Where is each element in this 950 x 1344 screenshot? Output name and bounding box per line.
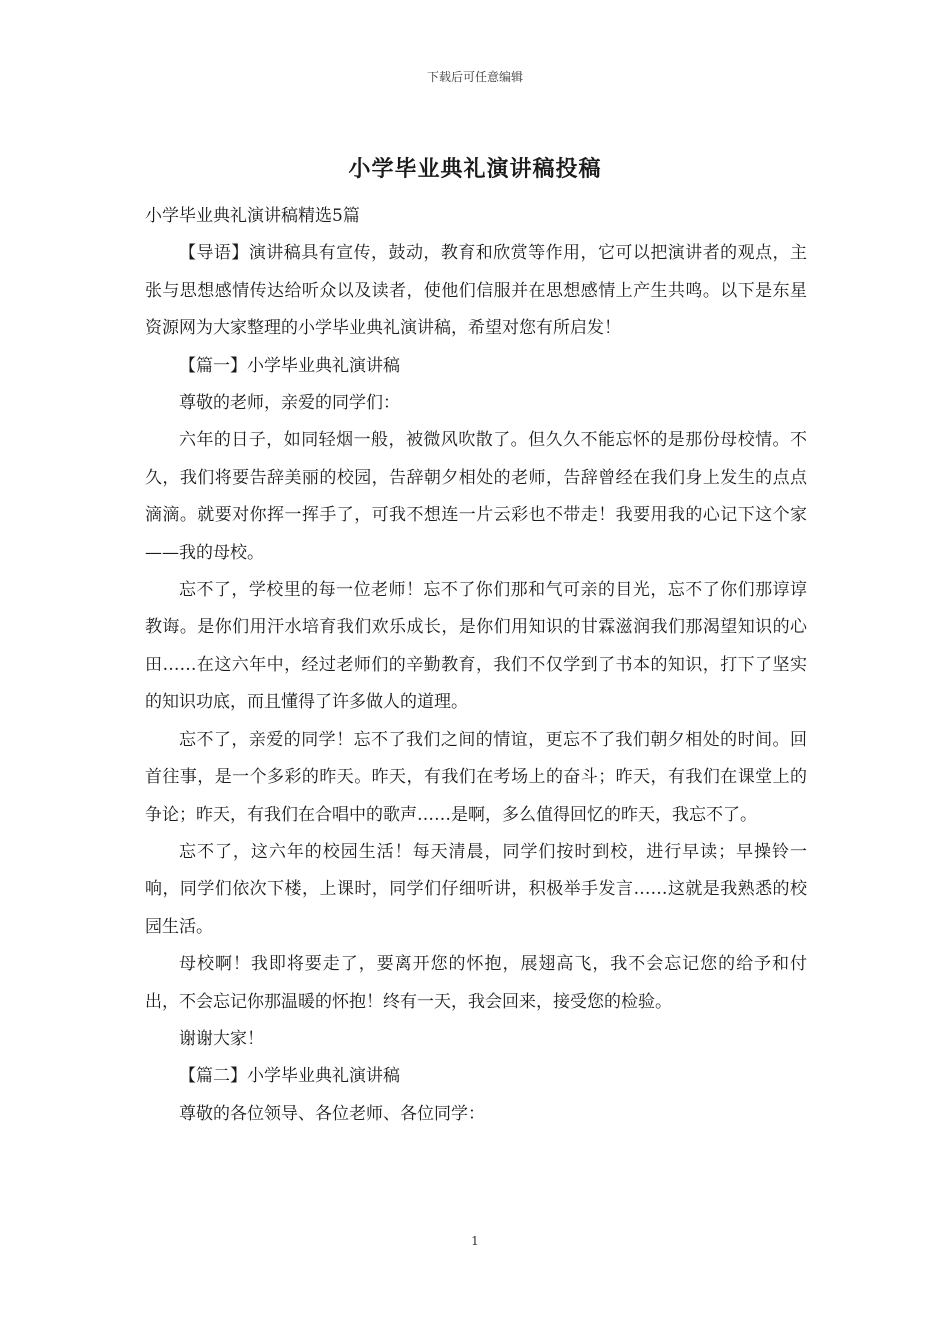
paragraph: 忘不了，学校里的每一位老师！忘不了你们那和气可亲的目光，忘不了你们那谆谆教诲。是你们用汗水培育我们欢乐成长，是你们用知识的甘霖滋润我们那渴望知识的心田……在这六年中，经过老师们的辛勤教育，我们不仅学到了书本的知识，打下了坚实的知识功底，而且懂得了许多做人的道理。 (145, 580, 807, 713)
salutation-1: 尊敬的老师，亲爱的同学们： (179, 393, 400, 414)
paragraph: 忘不了，这六年的校园生活！每天清晨，同学们按时到校，进行早读；早操铃一响，同学们依次下楼，上课时，同学们仔细听讲，积极举手发言……这就是我熟悉的校园生活。 (145, 841, 807, 937)
subtitle-line: 小学毕业典礼演讲稿精选5篇 (145, 206, 360, 226)
closing-line: 谢谢大家！ (179, 1028, 264, 1049)
paragraph-intro: 【导语】演讲稿具有宣传，鼓动，教育和欣赏等作用，它可以把演讲者的观点，主张与思想感情传达给听众以及读者，使他们信服并在思想感情上产生共鸣。以下是东星资源网为大家整理的小学毕业典礼演讲稿，希望对您有所启发！ (145, 243, 807, 339)
paragraph: 忘不了，亲爱的同学！忘不了我们之间的情谊，更忘不了我们朝夕相处的时间。回首往事，是一个多彩的昨天。昨天，有我们在考场上的奋斗；昨天，有我们在课堂上的争论；昨天，有我们在合唱中的歌声……是啊，多么值得回忆的昨天，我忘不了。 (145, 729, 807, 825)
section-heading-2: 【篇二】小学毕业典礼演讲稿 (179, 1066, 400, 1087)
paragraph: 六年的日子，如同轻烟一般，被微风吹散了。但久久不能忘怀的是那份母校情。不久，我们将要告辞美丽的校园，告辞朝夕相处的老师，告辞曾经在我们身上发生的点点滴滴。就要对你挥一挥手了，可我不想连一片云彩也不带走！我要用我的心记下这个家——我的母校。 (145, 430, 807, 563)
page-number: 1 (471, 1234, 479, 1248)
document-title: 小学毕业典礼演讲稿投稿 (348, 156, 602, 182)
paragraph: 母校啊！我即将要走了，要离开您的怀抱，展翅高飞，我不会忘记您的给予和付出，不会忘记你那温暖的怀抱！终有一天，我会回来，接受您的检验。 (145, 954, 807, 1012)
document-body (145, 198, 807, 1133)
section-heading-1: 【篇一】小学毕业典礼演讲稿 (179, 355, 400, 376)
header-note: 下载后可任意编辑 (426, 70, 523, 84)
salutation-2: 尊敬的各位领导、各位老师、各位同学： (179, 1103, 485, 1124)
